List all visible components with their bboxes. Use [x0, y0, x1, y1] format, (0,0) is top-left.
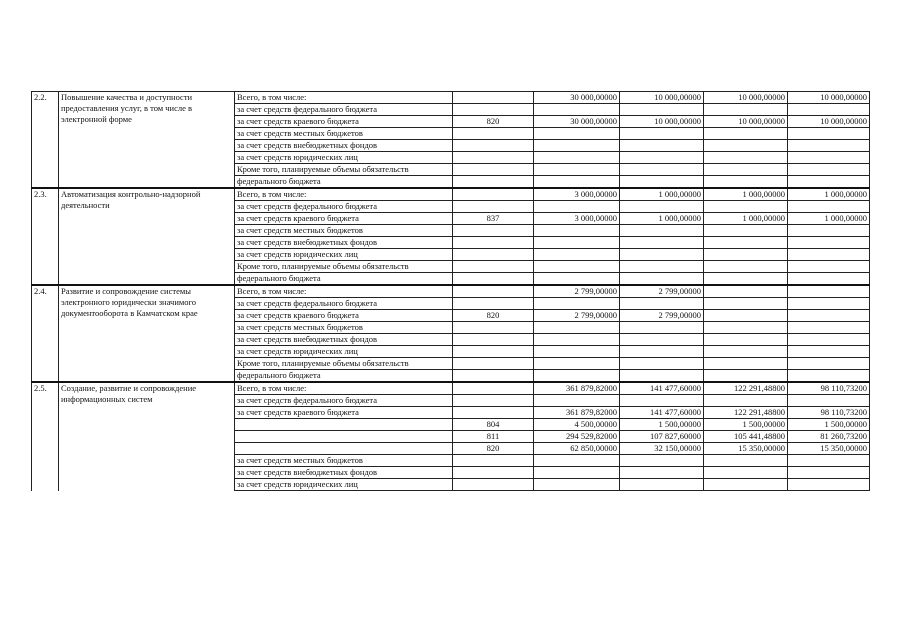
budget-code — [453, 322, 534, 334]
amount-total — [534, 140, 620, 152]
amount-year-2: 15 350,00000 — [704, 443, 788, 455]
amount-year-1 — [620, 298, 704, 310]
funding-source-label: за счет средств федерального бюджета — [235, 298, 453, 310]
budget-code — [453, 479, 534, 491]
amount-year-3: 10 000,00000 — [788, 92, 870, 104]
amount-year-2: 105 441,48800 — [704, 431, 788, 443]
amount-year-3: 1 000,00000 — [788, 188, 870, 201]
amount-year-3: 15 350,00000 — [788, 443, 870, 455]
amount-year-2: 122 291,48800 — [704, 407, 788, 419]
budget-code — [453, 261, 534, 273]
amount-year-1 — [620, 237, 704, 249]
amount-year-3 — [788, 201, 870, 213]
budget-code — [453, 188, 534, 201]
amount-total: 30 000,00000 — [534, 92, 620, 104]
amount-total — [534, 346, 620, 358]
budget-code — [453, 358, 534, 370]
funding-source-label — [235, 419, 453, 431]
amount-year-1 — [620, 322, 704, 334]
amount-year-1: 1 000,00000 — [620, 213, 704, 225]
amount-total: 30 000,00000 — [534, 116, 620, 128]
amount-total: 294 529,82000 — [534, 431, 620, 443]
funding-source-label: за счет средств юридических лиц — [235, 152, 453, 164]
amount-total — [534, 370, 620, 383]
amount-total: 361 879,82000 — [534, 382, 620, 395]
funding-source-label: Кроме того, планируемые объемы обязательств — [235, 358, 453, 370]
amount-year-3: 98 110,73200 — [788, 407, 870, 419]
funding-source-label: за счет средств внебюджетных фондов — [235, 237, 453, 249]
amount-year-2 — [704, 395, 788, 407]
amount-year-3 — [788, 237, 870, 249]
amount-year-1 — [620, 152, 704, 164]
budget-code — [453, 370, 534, 383]
amount-year-3 — [788, 128, 870, 140]
amount-total: 62 850,00000 — [534, 443, 620, 455]
table-row — [32, 92, 870, 104]
amount-year-2 — [704, 346, 788, 358]
amount-year-3 — [788, 140, 870, 152]
amount-year-1 — [620, 479, 704, 491]
funding-source-label: федерального бюджета — [235, 370, 453, 383]
amount-year-2: 10 000,00000 — [704, 92, 788, 104]
amount-year-1 — [620, 249, 704, 261]
amount-year-3: 10 000,00000 — [788, 116, 870, 128]
budget-code — [453, 285, 534, 298]
amount-year-1 — [620, 334, 704, 346]
amount-year-1: 2 799,00000 — [620, 285, 704, 298]
funding-source-label: за счет средств федерального бюджета — [235, 104, 453, 116]
budget-code — [453, 237, 534, 249]
amount-total — [534, 467, 620, 479]
amount-year-3 — [788, 455, 870, 467]
amount-year-1 — [620, 164, 704, 176]
amount-year-2 — [704, 322, 788, 334]
budget-code — [453, 225, 534, 237]
section-title: Создание, развитие и сопровождение информационных систем — [59, 382, 235, 491]
budget-code — [453, 164, 534, 176]
amount-year-2 — [704, 128, 788, 140]
section-title: Автоматизация контрольно-надзорной деятельности — [59, 188, 235, 285]
budget-code: 811 — [453, 431, 534, 443]
budget-code — [453, 334, 534, 346]
amount-year-2 — [704, 310, 788, 322]
amount-total — [534, 273, 620, 286]
amount-year-3 — [788, 285, 870, 298]
budget-code: 804 — [453, 419, 534, 431]
budget-code: 820 — [453, 310, 534, 322]
funding-source-label: Кроме того, планируемые объемы обязательств — [235, 261, 453, 273]
amount-year-2 — [704, 479, 788, 491]
amount-year-2 — [704, 249, 788, 261]
amount-year-2 — [704, 225, 788, 237]
budget-code — [453, 273, 534, 286]
amount-year-1: 2 799,00000 — [620, 310, 704, 322]
amount-year-1 — [620, 201, 704, 213]
budget-code — [453, 346, 534, 358]
amount-total — [534, 358, 620, 370]
budget-code: 837 — [453, 213, 534, 225]
amount-year-3 — [788, 358, 870, 370]
amount-total — [534, 322, 620, 334]
amount-total: 3 000,00000 — [534, 188, 620, 201]
table-row — [32, 188, 870, 201]
budget-code — [453, 249, 534, 261]
amount-year-3 — [788, 395, 870, 407]
budget-code — [453, 298, 534, 310]
funding-source-label: за счет средств юридических лиц — [235, 249, 453, 261]
amount-year-3 — [788, 310, 870, 322]
funding-source-label: за счет средств местных бюджетов — [235, 455, 453, 467]
amount-year-2: 10 000,00000 — [704, 116, 788, 128]
amount-year-1 — [620, 140, 704, 152]
amount-year-3 — [788, 273, 870, 286]
budget-code — [453, 128, 534, 140]
amount-year-2 — [704, 176, 788, 189]
funding-source-label: Всего, в том числе: — [235, 92, 453, 104]
funding-source-label: федерального бюджета — [235, 273, 453, 286]
budget-code — [453, 140, 534, 152]
budget-code — [453, 395, 534, 407]
amount-year-1: 1 500,00000 — [620, 419, 704, 431]
amount-year-2: 1 000,00000 — [704, 213, 788, 225]
amount-year-2 — [704, 104, 788, 116]
amount-total — [534, 201, 620, 213]
funding-source-label: за счет средств краевого бюджета — [235, 213, 453, 225]
amount-year-2: 122 291,48800 — [704, 382, 788, 395]
amount-total — [534, 298, 620, 310]
amount-year-1 — [620, 358, 704, 370]
amount-year-3 — [788, 322, 870, 334]
funding-source-label: Всего, в том числе: — [235, 188, 453, 201]
amount-year-2 — [704, 455, 788, 467]
amount-year-1 — [620, 104, 704, 116]
amount-year-1 — [620, 176, 704, 189]
funding-source-label: за счет средств федерального бюджета — [235, 201, 453, 213]
funding-source-label: Всего, в том числе: — [235, 285, 453, 298]
section-title: Развитие и сопровождение системы электронного юридически значимого документооборота в Камчатском крае — [59, 285, 235, 382]
amount-total: 361 879,82000 — [534, 407, 620, 419]
amount-total — [534, 479, 620, 491]
funding-source-label: за счет средств федерального бюджета — [235, 395, 453, 407]
section-number: 2.3. — [32, 188, 59, 285]
funding-source-label: Кроме того, планируемые объемы обязательств — [235, 164, 453, 176]
amount-total — [534, 104, 620, 116]
amount-year-2 — [704, 140, 788, 152]
amount-total — [534, 455, 620, 467]
amount-year-3 — [788, 104, 870, 116]
budget-code — [453, 104, 534, 116]
amount-year-1: 141 477,60000 — [620, 382, 704, 395]
funding-source-label — [235, 431, 453, 443]
funding-source-label: за счет средств местных бюджетов — [235, 322, 453, 334]
amount-year-2 — [704, 334, 788, 346]
amount-year-1: 141 477,60000 — [620, 407, 704, 419]
amount-year-2 — [704, 467, 788, 479]
amount-total — [534, 237, 620, 249]
amount-year-2 — [704, 261, 788, 273]
section-number: 2.2. — [32, 92, 59, 189]
section-number: 2.5. — [32, 382, 59, 491]
amount-year-2 — [704, 285, 788, 298]
amount-year-3 — [788, 249, 870, 261]
amount-year-3 — [788, 479, 870, 491]
funding-source-label: за счет средств краевого бюджета — [235, 310, 453, 322]
amount-year-3 — [788, 164, 870, 176]
amount-year-1 — [620, 273, 704, 286]
funding-source-label: за счет средств юридических лиц — [235, 346, 453, 358]
amount-year-2 — [704, 358, 788, 370]
amount-total: 4 500,00000 — [534, 419, 620, 431]
budget-code — [453, 152, 534, 164]
amount-year-2: 1 500,00000 — [704, 419, 788, 431]
budget-code — [453, 455, 534, 467]
table-row — [32, 382, 870, 395]
amount-year-3 — [788, 467, 870, 479]
amount-year-3 — [788, 298, 870, 310]
amount-year-3 — [788, 334, 870, 346]
funding-source-label: за счет средств местных бюджетов — [235, 128, 453, 140]
amount-year-3: 98 110,73200 — [788, 382, 870, 395]
funding-source-label: за счет средств внебюджетных фондов — [235, 467, 453, 479]
amount-total — [534, 334, 620, 346]
table-row — [32, 285, 870, 298]
section-number: 2.4. — [32, 285, 59, 382]
amount-year-3 — [788, 346, 870, 358]
budget-code — [453, 201, 534, 213]
budget-code — [453, 176, 534, 189]
amount-year-1 — [620, 225, 704, 237]
amount-year-3: 1 500,00000 — [788, 419, 870, 431]
funding-source-label: за счет средств внебюджетных фондов — [235, 140, 453, 152]
budget-code — [453, 382, 534, 395]
amount-year-1 — [620, 346, 704, 358]
amount-year-2 — [704, 237, 788, 249]
amount-year-1 — [620, 467, 704, 479]
budget-code: 820 — [453, 116, 534, 128]
amount-year-2 — [704, 164, 788, 176]
amount-year-3: 1 000,00000 — [788, 213, 870, 225]
amount-year-1: 10 000,00000 — [620, 116, 704, 128]
amount-year-3 — [788, 225, 870, 237]
funding-source-label: федерального бюджета — [235, 176, 453, 189]
amount-total — [534, 176, 620, 189]
budget-code: 820 — [453, 443, 534, 455]
amount-year-3: 81 260,73200 — [788, 431, 870, 443]
amount-total — [534, 261, 620, 273]
amount-year-3 — [788, 152, 870, 164]
amount-total — [534, 395, 620, 407]
amount-year-2: 1 000,00000 — [704, 188, 788, 201]
funding-source-label: за счет средств внебюджетных фондов — [235, 334, 453, 346]
budget-code — [453, 92, 534, 104]
amount-year-1: 107 827,60000 — [620, 431, 704, 443]
amount-total: 3 000,00000 — [534, 213, 620, 225]
amount-total — [534, 152, 620, 164]
amount-year-1: 1 000,00000 — [620, 188, 704, 201]
amount-year-3 — [788, 176, 870, 189]
amount-year-1 — [620, 395, 704, 407]
amount-year-3 — [788, 261, 870, 273]
amount-total — [534, 128, 620, 140]
amount-year-2 — [704, 152, 788, 164]
amount-year-1: 32 150,00000 — [620, 443, 704, 455]
amount-total — [534, 225, 620, 237]
amount-year-1 — [620, 455, 704, 467]
funding-source-label: за счет средств краевого бюджета — [235, 407, 453, 419]
funding-source-label: за счет средств юридических лиц — [235, 479, 453, 491]
funding-source-label: за счет средств краевого бюджета — [235, 116, 453, 128]
amount-year-2 — [704, 298, 788, 310]
amount-year-1: 10 000,00000 — [620, 92, 704, 104]
budget-table — [31, 91, 870, 491]
funding-source-label — [235, 443, 453, 455]
budget-code — [453, 467, 534, 479]
amount-total: 2 799,00000 — [534, 285, 620, 298]
amount-total — [534, 164, 620, 176]
section-title: Повышение качества и доступности предоставления услуг, в том числе в электронной форме — [59, 92, 235, 189]
amount-year-1 — [620, 128, 704, 140]
amount-total: 2 799,00000 — [534, 310, 620, 322]
funding-source-label: Всего, в том числе: — [235, 382, 453, 395]
amount-year-3 — [788, 370, 870, 383]
amount-year-2 — [704, 201, 788, 213]
budget-code — [453, 407, 534, 419]
amount-year-2 — [704, 370, 788, 383]
amount-year-1 — [620, 370, 704, 383]
amount-total — [534, 249, 620, 261]
funding-source-label: за счет средств местных бюджетов — [235, 225, 453, 237]
amount-year-1 — [620, 261, 704, 273]
amount-year-2 — [704, 273, 788, 286]
